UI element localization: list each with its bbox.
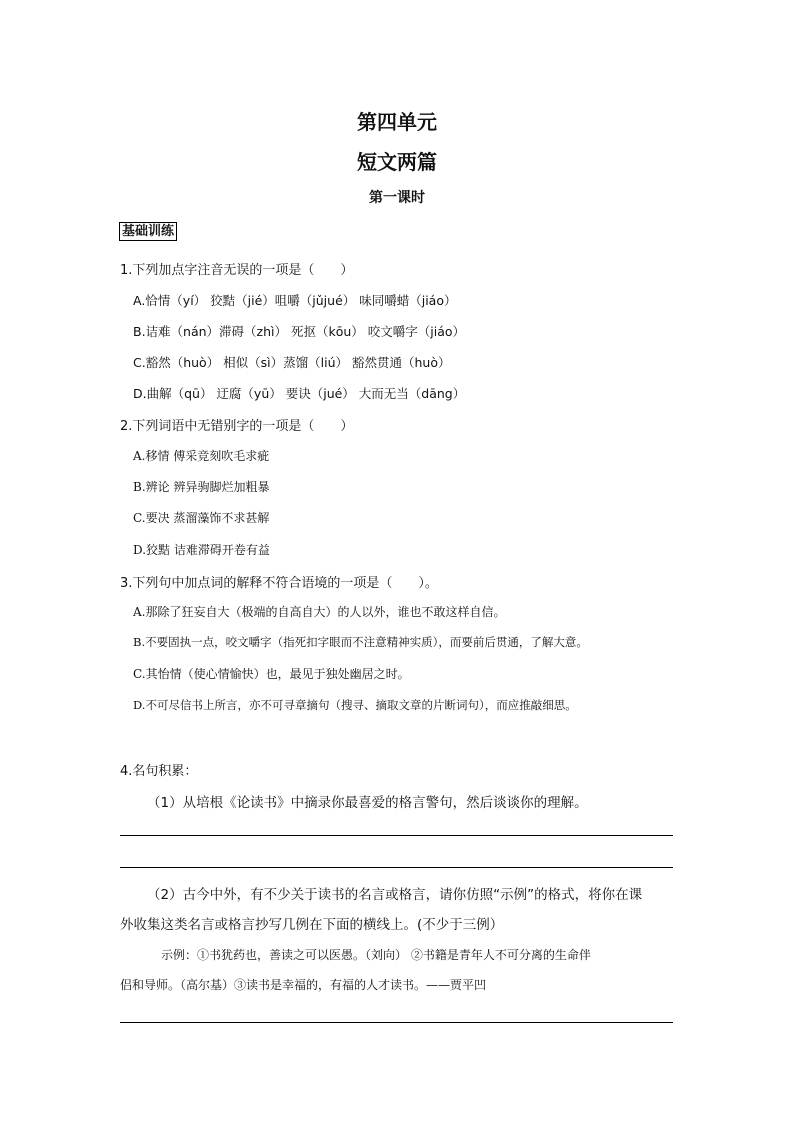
q2-option-c: C.要决 蒸溜藻饰不求甚解 — [133, 511, 270, 525]
q3-option-d: D.不可尽信书上所言，亦不可寻章摘句（搜寻、摘取文章的片断词句），而应推敲细思。 — [133, 698, 577, 712]
q3-option-b: B.不要固执一点，咬文嚼字（指死扣字眼而不注意精神实质），而要前后贯通，了解大意。 — [133, 635, 588, 649]
q3-stem: 3.下列句中加点词的解释不符合语境的一项是（ ）。 — [120, 576, 438, 591]
q2-option-d: D.狡黠 诘难滞碍开卷有益 — [133, 543, 270, 557]
answer-line-3[interactable] — [120, 1022, 673, 1023]
q4-stem: 4.名句积累： — [120, 764, 198, 779]
q2-option-a: A.移情 傅采竞刻吹毛求疵 — [133, 449, 270, 463]
q3-option-c: C.其怡情（使心情愉快）也，最见于独处幽居之时。 — [133, 667, 410, 681]
q4-part1: （1）从培根《论读书》中摘录你最喜爱的格言警句，然后谈谈你的理解。 — [147, 795, 588, 811]
q4-example-line1: 示例：①书犹药也，善读之可以医愚。（刘向） ②书籍是青年人不可分离的生命伴 — [161, 948, 591, 962]
unit-title: 第四单元 — [357, 110, 437, 134]
answer-line-2[interactable] — [120, 867, 673, 868]
q2-stem: 2.下列词语中无错别字的一项是（ ） — [120, 419, 354, 434]
q4-part2-line2: 外收集这类名言或格言抄写几例在下面的横线上。(不少于三例） — [120, 917, 504, 933]
q1-stem: 1.下列加点字注音无误的一项是（ ） — [120, 263, 354, 278]
answer-line-1[interactable] — [120, 835, 673, 836]
q4-example-line2: 侣和导师。（高尔基）③读书是幸福的，有福的人才读书。——贾平凹 — [120, 978, 487, 992]
lesson-title: 短文两篇 — [357, 150, 437, 174]
q3-option-a: A.那除了狂妄自大（极端的自高自大）的人以外，谁也不敢这样自信。 — [133, 605, 506, 619]
q2-option-b: B.辨论 辨异驹脚烂加粗暴 — [133, 480, 270, 494]
period-title: 第一课时 — [369, 190, 425, 206]
q1-option-b: B.诘难（nán）滞碍（zhì） 死抠（kōu） 咬文嚼字（jiáo） — [133, 324, 466, 339]
q4-part2-line1: （2）古今中外，有不少关于读书的名言或格言，请你仿照“示例”的格式，将你在课 — [147, 887, 643, 903]
q1-option-a: A.恰情（yí） 狡黠（jié）咀嚼（jǔjué） 味同嚼蜡（jiáo） — [133, 293, 457, 308]
section-label: 基础训练 — [119, 222, 177, 241]
q1-option-c: C.豁然（huò） 相似（sì）蒸馏（liú） 豁然贯通（huò） — [133, 355, 451, 370]
q1-option-d: D.曲解（qū） 迂腐（yū） 要诀（jué） 大而无当（dāng） — [133, 386, 466, 401]
